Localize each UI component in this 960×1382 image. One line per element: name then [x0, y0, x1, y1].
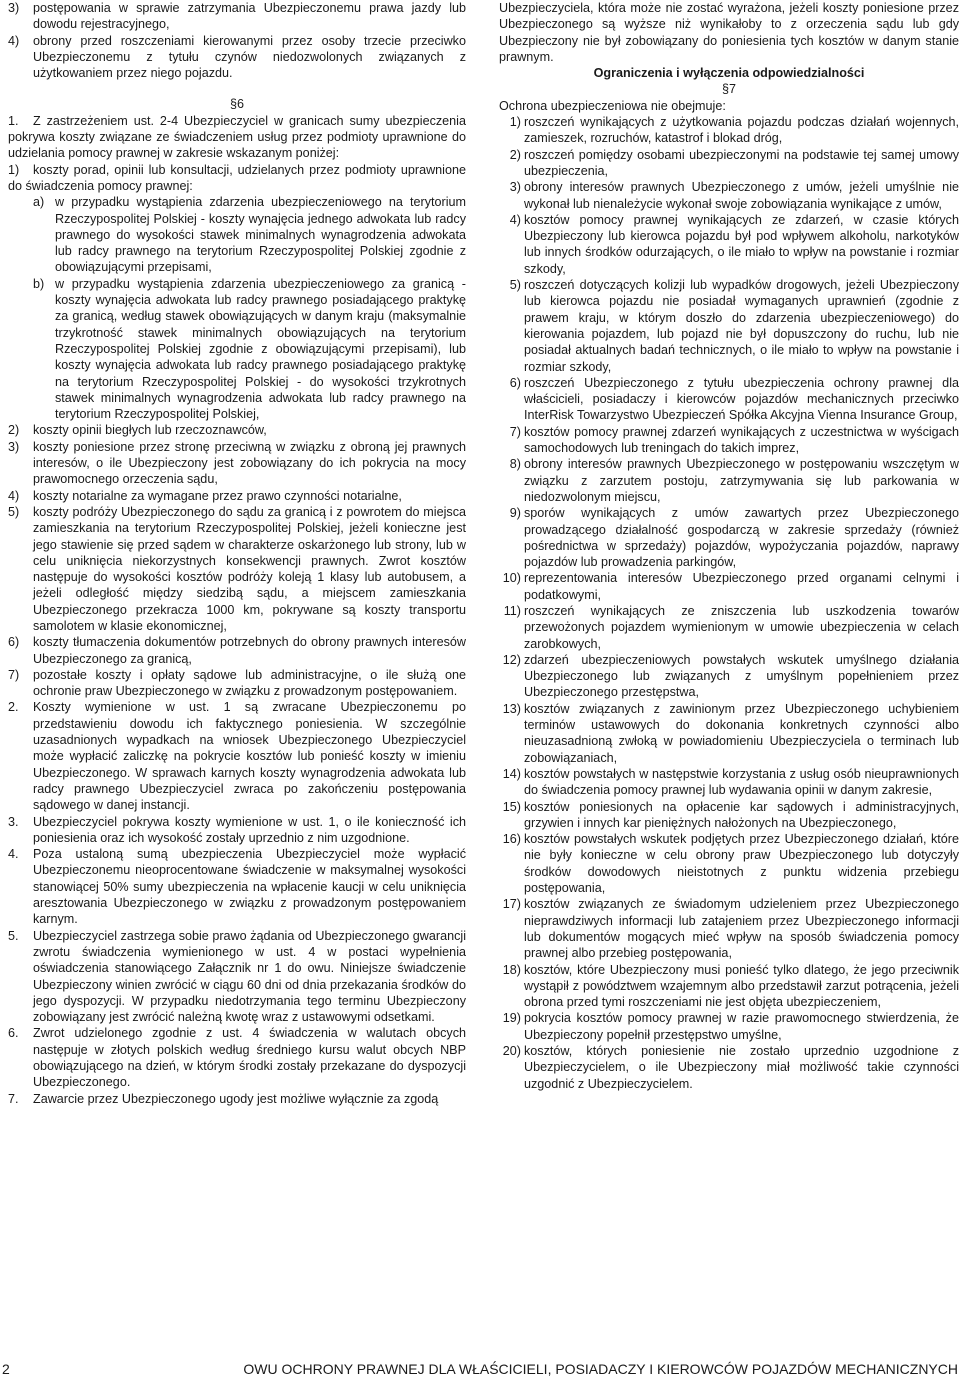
list-item	[8, 488, 466, 504]
paragraph	[8, 814, 466, 847]
section-mark: §6	[229, 97, 244, 112]
list-item	[8, 634, 466, 667]
list-item	[8, 0, 466, 33]
page-number: 2	[2, 1361, 10, 1377]
list-item	[499, 424, 959, 457]
item-number: 3)	[8, 439, 20, 454]
list-item	[499, 375, 959, 424]
list-item	[499, 212, 959, 277]
section-intro: Ochrona ubezpieczeniowa nie obejmuje:	[499, 98, 726, 113]
item-text: kosztów pomocy prawnej wynikających ze zdarzeń, w czasie których Ubezpieczony lub kierowca pojazdu był pod wpływem alkoholu, narkotyków lub innych środków odurzających, o ile miało to wpływ na powstanie i rozmiar szkody,	[524, 212, 959, 276]
item-number: 7)	[8, 667, 20, 682]
item-text: obrony przed roszczeniami kierowanymi przez osoby trzecie przeciwko Ubezpieczonemu z tytułu czynów niedozwolonych związanych z użytkowaniem przez niego pojazdu.	[33, 33, 466, 81]
item-text: roszczeń wynikających z użytkowania pojazdu podczas działań wojennych, zamieszek, rozruchów, katastrof i blokad dróg,	[524, 115, 959, 146]
sub-item-letter: b)	[33, 276, 45, 291]
paragraph-number: 4.	[8, 847, 19, 862]
item-text: roszczeń pomiędzy osobami ubezpieczonymi na podstawie tej samej umowy ubezpieczenia,	[524, 147, 959, 178]
paragraph-text: Poza ustaloną sumą ubezpieczenia Ubezpieczyciel może wypłacić Ubezpieczonemu nieoprocentowane świadczenie w maksymalnej wysokości stanowiącej 50% sumy ubezpieczenia na wpłacenie kaucji w celu uniknięcia aresztowania Ubezpieczonego w związku z prowadzonym postępowaniem karnym.	[33, 847, 466, 927]
item-number: 12)	[502, 652, 521, 667]
list-item	[499, 179, 959, 212]
item-text: koszty notarialne za wymagane przez prawo czynności notarialne,	[33, 488, 402, 503]
list-item	[499, 570, 959, 603]
list-item	[8, 422, 466, 438]
item-text: koszty porad, opinii lub konsultacji, udzielanych przez podmioty uprawnione do świadczenia pomocy prawnej:	[8, 162, 466, 193]
item-text: roszczeń wynikających ze zniszczenia lub uszkodzenia towarów przewożonych pojazdem wymienionym w umowie ubezpieczenia w celach zarobkowych,	[524, 603, 959, 651]
exclusions-list	[499, 114, 959, 1092]
list-item	[499, 603, 959, 652]
item-number: 2)	[8, 423, 20, 438]
item-number: 8)	[509, 457, 521, 472]
paragraph-number: 7.	[8, 1091, 19, 1106]
paragraph-number: 2.	[8, 700, 19, 715]
list-item	[499, 799, 959, 832]
item-number: 17)	[502, 897, 521, 912]
item-text: sporów wynikających z umów zawartych przez Ubezpieczonego prowadzącego działalność gospodarczą w zakresie sprzedaży (również pośrednictwa w sprzedaży) pojazdów, wypożyczania pojazdów, naprawy pojazdów lub prowadzenia parkingów,	[524, 506, 959, 570]
list-item	[499, 456, 959, 505]
list-item	[499, 1043, 959, 1092]
item-text: pokrycia kosztów pomocy prawnej w razie prawomocnego stwierdzenia, że Ubezpieczony popełnił przestępstwo umyślne,	[524, 1011, 959, 1042]
list-item	[8, 504, 466, 634]
item-text: zdarzeń ubezpieczeniowych powstałych wskutek umyślnego działania Ubezpieczonego lub związanych z umyślnym popełnieniem przez Ubezpieczonego przestępstwa,	[524, 652, 959, 700]
paragraph-number: 5.	[8, 928, 19, 943]
item-number: 5)	[8, 504, 20, 519]
paragraph-text: Z zastrzeżeniem ust. 2-4 Ubezpieczyciel w granicach sumy ubezpieczenia pokrywa koszty związane ze świadczeniem usług przez podmioty uprawnione do udzielania pomocy prawnej w zakresie wskazanym poniżej:	[8, 113, 466, 161]
continuation-text: Ubezpieczyciela, która może nie zostać wyrażona, jeżeli koszty poniesione przez Ubezpieczonego są wyższe niż wynikałoby to z orzeczenia sądu lub gdy Ubezpieczony nie był zobowiązany do poniesienia tych kosztów w danym stanie prawnym.	[499, 1, 959, 64]
section-mark: §7	[721, 82, 736, 97]
item-number: 9)	[509, 506, 521, 521]
item-number: 13)	[502, 701, 521, 716]
paragraph	[8, 1091, 466, 1107]
list-item	[499, 147, 959, 180]
item-number: 2)	[509, 147, 521, 162]
paragraph-text: Ubezpieczyciel zastrzega sobie prawo żądania od Ubezpieczonego gwarancji zwrotu świadczenia wymienionego w ust. 4 w postaci wypełnienia oświadczenia stanowiącego Załącznik nr 1 do owu. Niniejsze świadczenie Ubezpieczony winien zwrócić w ciągu 60 dni od dnia przekazania środków do jego dyspozycji. W przypadku niedotrzymania tego terminu Ubezpieczony zobowiązany jest zwrócić należną kwotę wraz z ustawowymi odsetkami.	[33, 928, 466, 1025]
list-item	[499, 114, 959, 147]
paragraph	[8, 846, 466, 927]
list-item	[499, 896, 959, 961]
item-number: 1)	[509, 115, 521, 130]
list-item	[499, 652, 959, 701]
paragraph-text: Koszty wymienione w ust. 1 są zwracane Ubezpieczonemu po przedstawieniu dowodu ich faktycznego poniesienia. W szczególnie uzasadnionych wypadkach na wniosek Ubezpieczonego Ubezpieczyciel może wypłacić zaliczkę na pokrycie kosztów lub ponieść koszty w imieniu Ubezpieczonego. W sprawach karnych koszty wynagrodzenia adwokata lub radcy prawnego Ubezpieczyciel zwraca po zakończeniu postępowania sądowego w danej instancji.	[33, 700, 466, 813]
list-item	[8, 667, 466, 700]
item-text: kosztów powstałych wskutek podjętych przez Ubezpieczonego działań, które nie były konieczne w celu obrony praw Ubezpieczonego lub dotyczyły środków dowodowych nieistotnych z punktu widzenia przebiegu postępowania,	[524, 832, 959, 896]
paragraph-text: Zwrot udzielonego zgodnie z ust. 4 świadczenia w walutach obcych następuje w złotych polskich według średniego kursu walut obcych NBP obowiązującego na dzień, w którym środki zostały przekazane do dyspozycji Ubezpieczonego.	[33, 1026, 466, 1090]
item-text: roszczeń Ubezpieczonego z tytułu ubezpieczenia ochrony prawnej dla właścicieli, posiadaczy i kierowców pojazdów mechanicznych przeciwko InterRisk Towarzystwo Ubezpieczeń Spółka Akcyjna Vienna Insurance Group,	[524, 375, 959, 423]
page-footer	[0, 1358, 960, 1380]
item-text: koszty opinii biegłych lub rzeczoznawców,	[33, 423, 267, 438]
paragraph	[8, 113, 466, 162]
item-text: reprezentowania interesów Ubezpieczonego przed organami celnymi i podatkowymi,	[524, 571, 959, 602]
item-number: 15)	[502, 799, 521, 814]
item-number: 16)	[502, 832, 521, 847]
paragraph	[8, 1025, 466, 1090]
list-item	[499, 831, 959, 896]
item-number: 10)	[502, 571, 521, 586]
footer-title: OWU OCHRONY PRAWNEJ DLA WŁAŚCICIELI, POSIADACZY I KIEROWCÓW POJAZDÓW MECHANICZNYCH	[243, 1361, 958, 1377]
paragraph	[8, 699, 466, 813]
list-item	[499, 1010, 959, 1043]
item-number: 3)	[509, 180, 521, 195]
item-text: kosztów powstałych w następstwie korzystania z usług osób nieuprawnionych do świadczenia pomocy prawnej lub wydawania opinii w danym zakresie,	[524, 766, 959, 798]
paragraph	[8, 928, 466, 1026]
list-item	[499, 962, 959, 1011]
sub-item-text: w przypadku wystąpienia zdarzenia ubezpieczeniowego za granicą - koszty wynajęcia adwokata lub radcy prawnego posiadającego praktykę za granicą, według stawek obowiązujących w danym kraju (maksymalnie trzykrotność stawek minimalnych obowiązujących na terytorium Rzeczypospolitej Polskiej zgodnie z obowiązującymi przepisami), lub koszty wynajęcia adwokata lub radcy prawnego posiadającego praktykę na terytorium Rzeczypospolitej Polskiej - do wysokości trzykrotnych stawek minimalnych wynagrodzenia adwokata lub radcy prawnego na terytorium Rzeczypospolitej Polskiej,	[55, 276, 466, 422]
item-text: obrony interesów prawnych Ubezpieczonego w postępowaniu wszczętym w związku z zarzutem postoju, zatrzymywania się lub parkowania w niedozwolonym miejscu,	[524, 457, 959, 504]
item-number: 3)	[8, 1, 20, 15]
item-text: pozostałe koszty i opłaty sądowe lub administracyjne, o ile służą one ochronie praw Ubezpieczonego w związku z prowadzonym postępowaniem.	[33, 667, 466, 699]
sub-list-item	[8, 276, 466, 423]
item-text: koszty tłumaczenia dokumentów potrzebnych do obrony prawnych interesów Ubezpieczonego za granicą,	[33, 635, 466, 666]
item-number: 6)	[509, 375, 521, 390]
paragraph-number: 1.	[8, 113, 19, 128]
item-text: kosztów, które Ubezpieczony musi ponieść tylko dlatego, że jego przeciwnik wystąpił z powództwem wzajemnym albo przedstawił zarzut potrącenia, jeżeli obrona przed tymi roszczeniami nie jest objęta ubezpieczeniem,	[524, 962, 959, 1010]
item-text: roszczeń dotyczących kolizji lub wypadków drogowych, jeżeli Ubezpieczony lub kierowca pojazdu nie posiadał wymaganych uprawnień (zgodnie z prawem kraju, w którym doszło do zdarzenia ubezpieczeniowego) do kierowania pojazdem, lub pojazd nie był dopuszczony do ruchu, lub nie posiadał aktualnych badań technicznych, o ile miało to wpływ na powstanie i rozmiar szkody,	[524, 278, 959, 374]
right-column	[499, 0, 959, 1092]
left-column	[8, 0, 466, 1107]
item-text: kosztów, których poniesienie nie zostało uprzednio uzgodnione z Ubezpieczycielem, o ile Ubezpieczony miał możliwość takie czynności uzgodnić z Ubezpieczycielem.	[524, 1044, 959, 1091]
list-item	[499, 505, 959, 570]
list-item	[8, 33, 466, 82]
list-item	[8, 162, 466, 195]
item-text: kosztów związanych z zawinionym przez Ubezpieczonego uchybieniem terminów ustawowych do dokonania konkretnych czynności albo nieuzasadnioną zwłoką w powiadomieniu Ubezpieczyciela o terminach lub zobowiązaniach,	[524, 701, 959, 765]
item-number: 19)	[502, 1011, 521, 1026]
item-number: 4)	[8, 33, 20, 48]
item-text: kosztów pomocy prawnej zdarzeń wynikających z uczestnictwa w wyścigach samochodowych lub treningach do takich imprez,	[524, 424, 959, 456]
sub-item-letter: a)	[33, 195, 45, 210]
paragraph-number: 3.	[8, 814, 19, 829]
item-number: 4)	[509, 212, 521, 227]
list-item	[499, 277, 959, 375]
paragraph-text: Zawarcie przez Ubezpieczonego ugody jest możliwe wyłącznie za zgodą	[33, 1091, 439, 1106]
list-item	[8, 439, 466, 488]
item-number: 4)	[8, 488, 20, 503]
item-text: koszty poniesione przez stronę przeciwną w związku z obroną jej prawnych interesów, o ile Ubezpieczony jest zobowiązany do ich pokrycia na mocy prawomocnego orzeczenia sądu,	[33, 439, 466, 487]
sub-list-item	[8, 194, 466, 275]
item-text: postępowania w sprawie zatrzymania Ubezpieczonemu prawa jazdy lub dowodu rejestracyjnego,	[33, 1, 466, 32]
list-item	[499, 701, 959, 766]
item-number: 14)	[502, 766, 521, 781]
section-heading: Ograniczenia i wyłączenia odpowiedzialności	[593, 66, 865, 81]
item-number: 7)	[509, 424, 521, 439]
item-text: kosztów związanych ze świadomym udzieleniem przez Ubezpieczonego nieprawdziwych informacji lub zatajeniem przez Ubezpieczonego informacji lub dokumentów mogących mieć wpływ na sposób świadczenia pomocy prawnej albo przebieg postępowania,	[524, 897, 959, 961]
sub-item-text: w przypadku wystąpienia zdarzenia ubezpieczeniowego na terytorium Rzeczypospolitej Polskiej - koszty wynajęcia jednego adwokata lub radcy prawnego do wysokości stawek minimalnych wynagrodzenia adwokata lub radcy prawnego na terytorium Rzeczypospolitej Polskiej zgodnie z obowiązującymi przepisami,	[55, 195, 466, 275]
item-number: 18)	[502, 962, 521, 977]
item-number: 20)	[502, 1044, 521, 1058]
item-number: 5)	[509, 278, 521, 293]
item-text: kosztów poniesionych na opłacenie kar sądowych i administracyjnych, grzywien i innych kar pieniężnych nałożonych na Ubezpieczonego,	[524, 799, 959, 830]
item-number: 1)	[8, 162, 20, 177]
item-number: 6)	[8, 635, 20, 650]
paragraph-text: Ubezpieczyciel pokrywa koszty wymienione w ust. 1, o ile konieczność ich poniesienia oraz ich wysokość zostały uprzednio z nim uzgodnione.	[33, 814, 466, 845]
item-number: 11)	[503, 603, 521, 618]
paragraph-number: 6.	[8, 1026, 19, 1041]
list-item	[499, 766, 959, 799]
item-text: obrony interesów prawnych Ubezpieczonego z umów, jeżeli umyślnie nie wykonał lub nienależycie wykonał swoje zobowiązania wynikające z umów,	[524, 180, 959, 211]
item-text: koszty podróży Ubezpieczonego do sądu za granicą i z powrotem do miejsca zamieszkania na terytorium Rzeczypospolitej Polskiej, jeżeli konieczne jest jego stawienie się przed sądem w charakterze oskarżonego lub strony, lub w celu uniknięcia niekorzystnych konsekwencji prawnych. Zwrot kosztów następuje do wysokości kosztów podróży koleją 1 klasy lub autobusem, a jeżeli odległość między siedzibą sądu, a miejscem zamieszkania Ubezpieczonego przekracza 1000 km, pokrywane są koszty transportu samolotem w klasie ekonomicznej,	[33, 504, 466, 633]
